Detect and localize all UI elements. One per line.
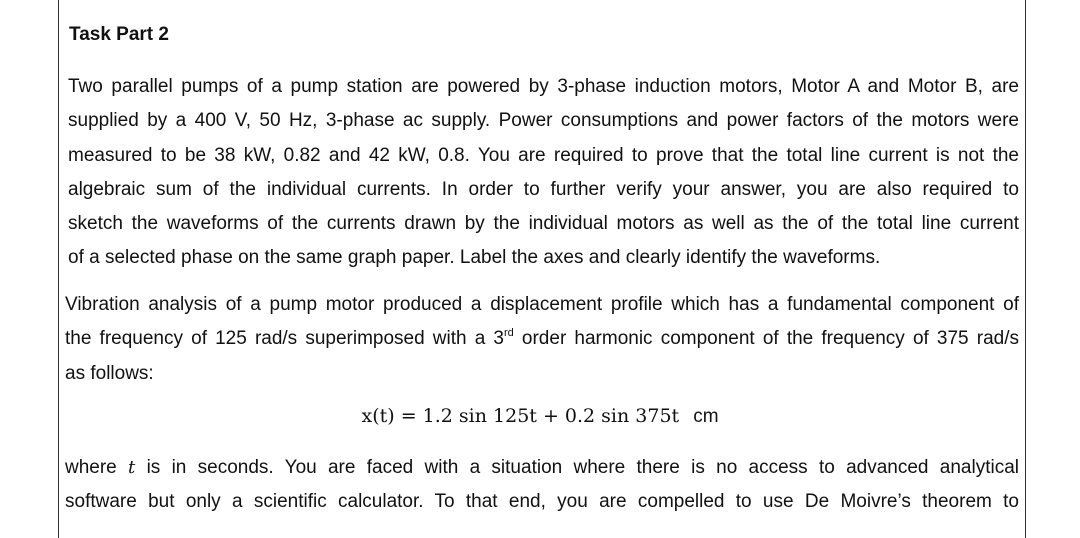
text-line: Two parallel pumps of a pump station are powered by 3-phase induction motors, Motor A and Motor B, are [68, 76, 1019, 97]
paragraph-motors [68, 70, 1019, 276]
text-line: supplied by a 400 V, 50 Hz, 3-phase ac supply. Power consumptions and power factors of the motors were [68, 110, 1019, 132]
equation-expression: x(t) = 1.2 sin 125t + 0.2 sin 375t [361, 405, 680, 427]
text-line: of a selected phase on the same graph paper. Label the axes and clearly identify the waveforms. [68, 247, 881, 269]
text-segment: order harmonic component of the frequency of 375 rad/s [513, 328, 1019, 350]
text-line: Vibration analysis of a pump motor produced a displacement profile which has a fundamental component of [65, 294, 1019, 315]
text-line [65, 322, 1019, 356]
superscript-ordinal: rd [504, 327, 514, 340]
text-line: measured to be 38 kW, 0.82 and 42 kW, 0.8. You are required to prove that the total line current is not the [68, 144, 1019, 166]
text-line: software but only a scientific calculator. To that end, you are compelled to use De Moivre’s theorem to [65, 491, 1019, 513]
text-line: sketch the waveforms of the currents drawn by the individual motors as well as the of the total line current [68, 213, 1019, 235]
task-title: Task Part 2 [69, 24, 169, 45]
text-line [65, 451, 1019, 485]
text-line: algebraic sum of the individual currents. In order to further verify your answer, you are also required to [68, 178, 1019, 200]
text-line: as follows: [65, 362, 154, 384]
text-segment: is in seconds. You are faced with a situation where there is no access to advanced analytical [135, 457, 1019, 478]
text-segment: the frequency of 125 rad/s superimposed with a 3 [65, 328, 504, 350]
variable-t: t [128, 457, 136, 478]
equation-unit: cm [693, 406, 719, 427]
displacement-equation [0, 405, 1080, 428]
paragraph-vibration [65, 288, 1019, 391]
text-segment: where [65, 457, 129, 478]
paragraph-where [65, 451, 1019, 520]
